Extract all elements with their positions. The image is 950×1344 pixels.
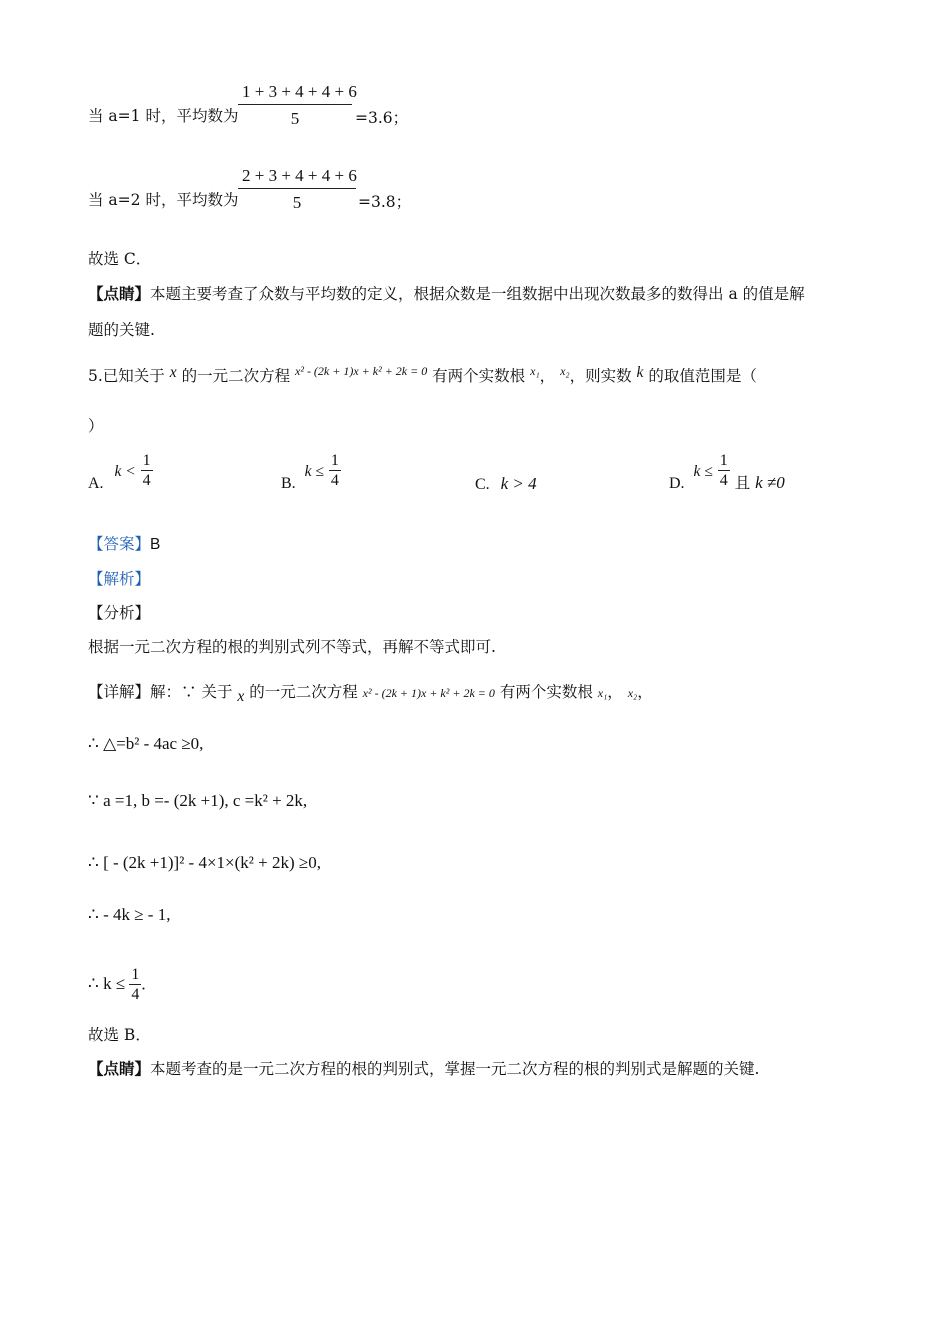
mean-a1-line [88, 106, 238, 126]
q5-root1: x₁ [530, 364, 540, 378]
comment5-text: 本题考查的是一元二次方程的根的判别式，掌握一元二次方程的根的判别式是解题的关键. [150, 1060, 760, 1078]
detail-root1: x₁ [597, 686, 608, 700]
option-d-expr: k ≤ [693, 462, 713, 480]
option-a-frac [141, 452, 153, 491]
step-5-end: . [141, 974, 146, 994]
detail-text3: 有两个实数根 [499, 683, 593, 701]
option-c-expr: k > 4 [500, 474, 537, 493]
comment4-line1 [88, 284, 805, 304]
option-d[interactable] [669, 452, 785, 491]
q5-prefix: 5.已知关于 [88, 367, 165, 385]
option-a-num: 1 [142, 452, 151, 469]
mean-a1-numerator: 1 + 3 + 4 + 4 + 6 [238, 82, 352, 105]
option-b-num: 1 [330, 452, 339, 469]
mean-a1-denominator: 5 [290, 109, 300, 128]
answer-line [88, 534, 160, 555]
option-d-tail-text: 且 [734, 473, 751, 492]
comment5-tag: 【点睛】 [88, 1059, 151, 1078]
comment5-line [88, 1059, 759, 1079]
option-b-label: B. [281, 474, 296, 492]
step-5 [88, 966, 146, 1005]
option-b-den: 4 [330, 472, 339, 489]
comment4-line2: 题的关键. [88, 321, 155, 339]
q5-text-a: 的一元二次方程 [181, 367, 291, 385]
mean-a2-result: =3.8； [358, 193, 412, 211]
q5-root2: x₂ [560, 364, 570, 378]
mean-a1-fraction [238, 82, 357, 129]
q5-text-b: 有两个实数根 [432, 367, 526, 385]
q5-var-x: x [169, 364, 177, 381]
detail-text1: 解：∵ 关于 [150, 683, 233, 701]
option-d-frac [718, 452, 730, 491]
mean-a2-fraction [238, 166, 356, 213]
q5-equation: x² - (2k + 1)x + k² + 2k = 0 [295, 364, 428, 378]
detail-tag: 【详解】 [88, 683, 151, 701]
answer-tag: 【答案】 [88, 535, 151, 553]
option-a-den: 4 [142, 472, 151, 489]
mean-a1-prefix: 当 a=1 时，平均数为 [88, 107, 239, 125]
choose-b: 故选 B． [88, 1026, 151, 1044]
analysis-tag: 【解析】 [88, 570, 151, 588]
comment4-tag: 【点睛】 [88, 284, 151, 303]
mean-a2-denominator: 5 [292, 193, 302, 212]
q5-sep: ， [539, 367, 556, 385]
option-a-label: A. [88, 474, 104, 492]
detail-root2: x₂ [627, 686, 638, 700]
step-5-num: 1 [131, 966, 140, 983]
step-5-den: 4 [131, 986, 140, 1003]
step-4: ∴ - 4k ≥ - 1, [88, 905, 171, 924]
option-d-label: D. [669, 474, 685, 492]
q5-close: ） [88, 417, 104, 435]
mean-a2-numerator: 2 + 3 + 4 + 4 + 6 [238, 166, 356, 189]
choose-c: 故选 C． [88, 250, 152, 268]
fenxi-text: 根据一元二次方程的根的判别式列不等式，再解不等式即可. [88, 638, 496, 656]
option-a[interactable] [88, 452, 153, 491]
option-d-den: 4 [719, 472, 728, 489]
q5-var-k: k [636, 364, 644, 381]
step-3: ∴ [ - (2k +1)]² - 4×1×(k² + 2k) ≥0, [88, 853, 321, 872]
option-a-expr: k < [114, 462, 136, 480]
q5-text-c: ，则实数 [569, 367, 632, 385]
step-5-prefix: ∴ k ≤ [88, 974, 126, 994]
step-2: ∵ a =1, b =- (2k +1), c =k² + 2k, [88, 791, 308, 810]
option-d-tail: k ≠0 [755, 472, 785, 492]
detail-line [88, 682, 653, 703]
step-1: ∴ △=b² - 4ac ≥0, [88, 734, 204, 753]
detail-var-x: x [237, 688, 245, 705]
option-b-frac [329, 452, 341, 491]
answer-value: B [150, 536, 161, 553]
mean-a2-line [88, 190, 238, 210]
detail-sep: ， [607, 683, 623, 701]
comment4-text1: 本题主要考查了众数与平均数的定义，根据众数是一组数据中出现次数最多的数得出 a 的值是解 [150, 285, 805, 303]
option-c-label: C. [475, 476, 490, 493]
detail-text2: 的一元二次方程 [249, 683, 358, 701]
q5-stem [88, 366, 757, 387]
detail-end: ， [637, 683, 653, 701]
q5-text-d: 的取值范围是（ [648, 367, 757, 385]
step-5-frac [129, 966, 141, 1005]
option-d-num: 1 [719, 452, 728, 469]
option-b[interactable] [281, 452, 341, 491]
option-b-expr: k ≤ [304, 462, 324, 480]
detail-equation: x² - (2k + 1)x + k² + 2k = 0 [362, 686, 495, 700]
option-c[interactable] [475, 474, 537, 494]
fenxi-tag: 【分析】 [88, 604, 151, 622]
mean-a1-result: =3.6； [355, 109, 409, 127]
mean-a2-prefix: 当 a=2 时，平均数为 [88, 191, 239, 209]
